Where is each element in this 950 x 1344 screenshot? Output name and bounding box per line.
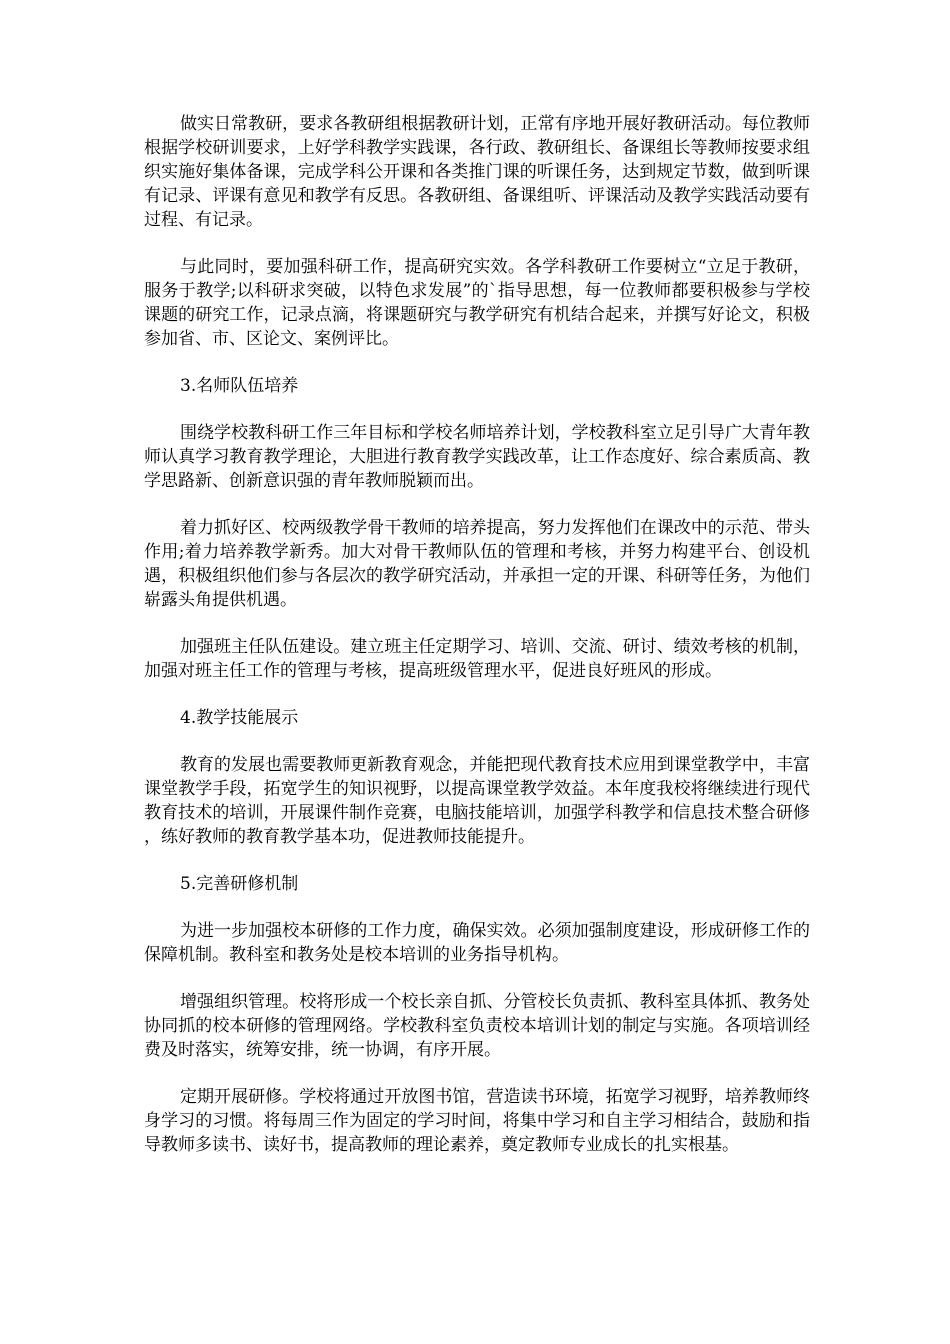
paragraph-system-building: 为进一步加强校本研修的工作力度，确保实效。必须加强制度建设，形成研修工作的保障机制。教科室和教务处是校本培训的业务指导机构。 [144, 921, 810, 965]
section-heading-training-mechanism: 5.完善研修机制 [180, 874, 299, 894]
paragraph-regular-training: 定期开展研修。学校将通过开放图书馆，营造读书环境，拓宽学习视野，培养教师终身学习的习惯。将每周三作为固定的学习时间，将集中学习和自主学习相结合，鼓励和指导教师多读书、读好书，提高教师的理论素养，奠定教师专业成长的扎实根基。 [144, 1087, 810, 1155]
paragraph-backbone-teachers: 着力抓好区、校两级教学骨干教师的培养提高，努力发挥他们在课改中的示范、带头作用;着力培养教学新秀。加大对骨干教师队伍的管理和考核，并努力构建平台、创设机遇，积极组织他们参与各层次的教学研究活动，并承担一定的开课、科研等任务，为他们崭露头角提供机遇。 [144, 518, 810, 610]
section-heading-teaching-skills: 4.教学技能展示 [180, 708, 299, 728]
paragraph-young-teachers: 围绕学校教科研工作三年目标和学校名师培养计划，学校教科室立足引导广大青年教师认真学习教育教学理论，大胆进行教育教学实践改革，让工作态度好、综合素质高、教学思路新、创新意识强的青年教师脱颖而出。 [144, 423, 810, 491]
document-page [144, 112, 810, 1180]
paragraph-class-teachers: 加强班主任队伍建设。建立班主任定期学习、培训、交流、研讨、绩效考核的机制，加强对班主任工作的管理与考核，提高班级管理水平，促进良好班风的形成。 [144, 637, 810, 681]
paragraph-scientific-research: 与此同时，要加强科研工作，提高研究实效。各学科教研工作要树立“立足于教研，服务于教学;以科研求突破，以特色求发展”的`指导思想，每一位教师都要积极参与学校课题的研究工作，记录点滴，将课题研究与教学研究有机结合起来，并撰写好论文，积极参加省、市、区论文、案例评比。 [144, 257, 810, 349]
paragraph-daily-research: 做实日常教研，要求各教研组根据教研计划，正常有序地开展好教研活动。每位教师根据学校研训要求，上好学科教学实践课，各行政、教研组长、备课组长等教师按要求组织实施好集体备课，完成学科公开课和各类推门课的听课任务，达到规定节数，做到听课有记录、评课有意见和教学有反思。各教研组、备课组听、评课活动及教学实践活动要有过程、有记录。 [144, 114, 810, 230]
paragraph-education-technology: 教育的发展也需要教师更新教育观念，并能把现代教育技术应用到课堂教学中，丰富课堂教学手段，拓宽学生的知识视野，以提高课堂教学效益。本年度我校将继续进行现代教育技术的培训，开展课件制作竞赛，电脑技能培训，加强学科教学和信息技术整合研修，练好教师的教育教学基本功，促进教师技能提升。 [144, 755, 810, 847]
paragraph-organization-management: 增强组织管理。校将形成一个校长亲自抓、分管校长负责抓、教科室具体抓、教务处协同抓的校本研修的管理网络。学校教科室负责校本培训计划的制定与实施。各项培训经费及时落实，统筹安排，统一协调，有序开展。 [144, 992, 810, 1060]
section-heading-famous-teachers: 3.名师队伍培养 [180, 376, 299, 396]
